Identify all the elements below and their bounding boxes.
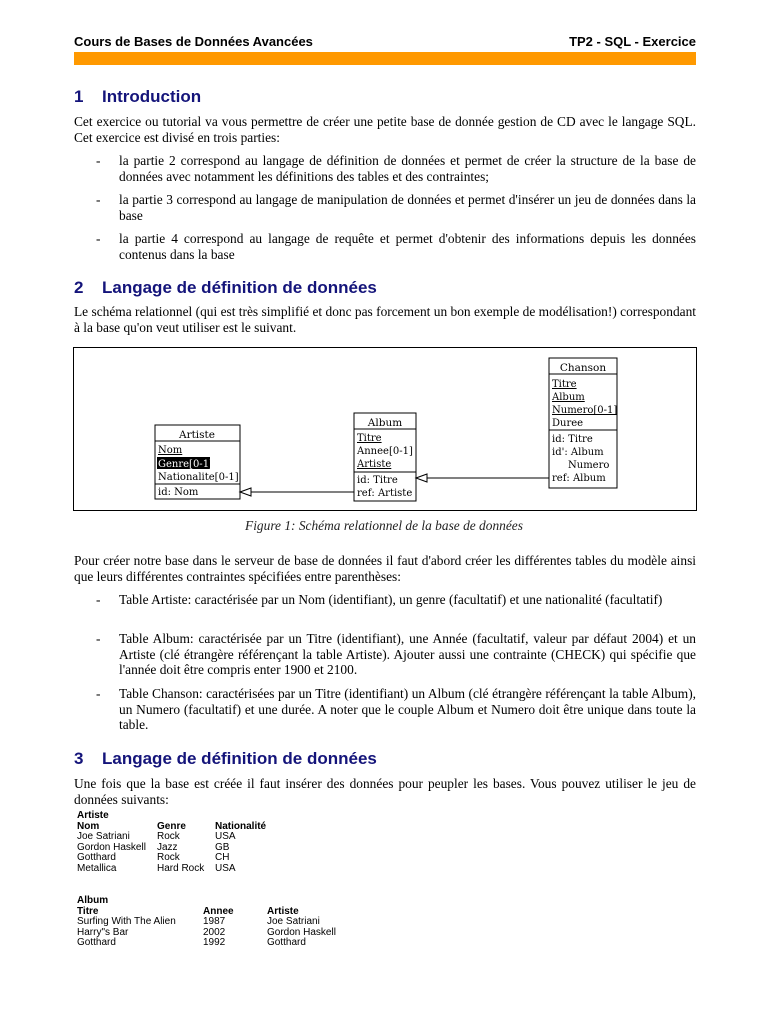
table-row: Gotthard Rock CH: [77, 852, 230, 863]
table-album: [354, 413, 416, 501]
table-row: Gordon Haskell Jazz GB: [77, 841, 230, 853]
data-table-album: [77, 895, 336, 949]
artiste-title: Artiste: [178, 429, 216, 441]
chanson-attr-numero: Numero[0-1]: [552, 405, 618, 416]
table-row: Metallica Hard Rock USA: [77, 862, 236, 874]
relational-schema-figure: [73, 347, 697, 511]
schema-diagram: [74, 348, 696, 510]
chanson-attr-titre: Titre: [552, 379, 577, 390]
table-name: Artiste: [77, 810, 109, 821]
table-header: Nom Genre Nationalité: [77, 820, 267, 832]
fk-album-to-artiste: [240, 488, 354, 496]
section-1-heading: 1 Introduction: [74, 87, 202, 106]
artiste-attr-nationalite: Nationalite[0-1]: [158, 472, 239, 483]
table-row: Harry"s Bar 2002 Gordon Haskell: [77, 926, 336, 938]
album-key-id: id: Titre: [357, 475, 398, 486]
album-title: Album: [367, 417, 403, 429]
data-table-artiste: [77, 810, 267, 874]
album-attr-titre: Titre: [357, 433, 382, 444]
header-bar: [74, 52, 696, 65]
section-2-intro: Le schéma relationnel (qui est très simplifié et donc pas forcement un bon exemple de modélisation!) correspondant à la base qu'on veut utiliser est le suivant.: [74, 304, 696, 335]
chanson-key-ref: ref: Album: [552, 473, 606, 484]
album-attr-artiste: Artiste: [357, 459, 392, 470]
table-row: Joe Satriani Rock USA: [77, 831, 236, 842]
artiste-attr-genre: Genre[0-1]: [158, 459, 213, 470]
album-attr-annee: Annee[0-1]: [357, 446, 413, 457]
course-title: Cours de Bases de Données Avancées: [74, 34, 313, 49]
chanson-title: Chanson: [559, 362, 607, 374]
section-2-heading: 2 Langage de définition de données: [74, 278, 377, 297]
page-header: [74, 34, 696, 50]
exercise-title: TP2 - SQL - Exercice: [569, 34, 696, 49]
chanson-key-id: id: Titre: [552, 434, 593, 445]
section-3-heading: 3 Langage de définition de données: [74, 749, 377, 768]
fk-chanson-to-album: [416, 474, 549, 482]
table-row: Surfing With The Alien 1987 Joe Satriani: [77, 916, 320, 927]
table-artiste: [155, 425, 240, 499]
table-header: Titre Annee Artiste: [77, 905, 299, 917]
chanson-key-numero: Numero: [568, 460, 610, 471]
album-key-ref: ref: Artiste: [357, 488, 413, 499]
table-name: Album: [77, 895, 109, 906]
artiste-attr-nom: Nom: [158, 445, 183, 456]
section-1-intro: Cet exercice ou tutorial va vous permettre de créer une petite base de donnée gestion de CD avec le langage SQL. Cet exercice est divisé en trois parties:: [74, 114, 696, 145]
table-chanson: [549, 358, 617, 488]
table-row: Gotthard 1992 Gotthard: [77, 937, 306, 948]
figure-caption: Figure 1: Schéma relationnel de la base de données: [245, 518, 523, 533]
chanson-key-id2: id': Album: [552, 447, 604, 458]
section-3-intro: Une fois que la base est créée il faut insérer des données pour peupler les bases. Vous pouvez utiliser le jeu de données suivants:: [74, 776, 696, 807]
chanson-attr-duree: Duree: [552, 418, 584, 429]
chanson-attr-album: Album: [552, 392, 585, 403]
artiste-key-id: id: Nom: [158, 487, 199, 498]
section-2-paragraph: Pour créer notre base dans le serveur de base de données il faut d'abord créer les différentes tables du modèle ainsi que leurs différentes contraintes spécifiées entre parenthèses:: [74, 553, 696, 584]
